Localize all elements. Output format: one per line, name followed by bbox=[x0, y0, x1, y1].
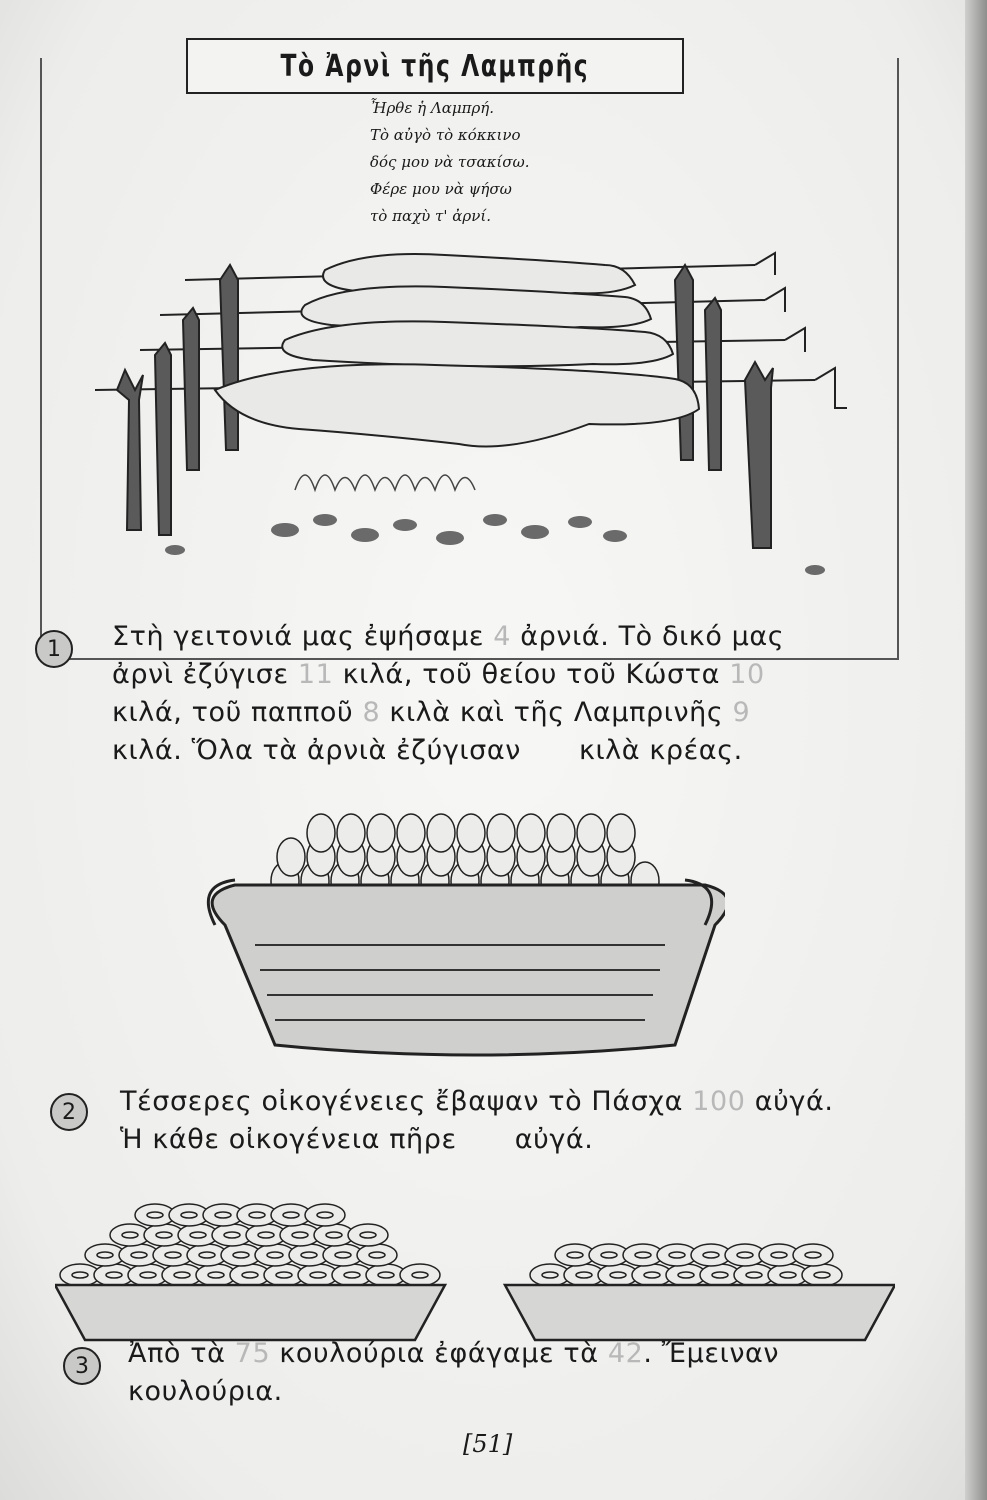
bread-ring-hole bbox=[567, 1252, 583, 1258]
bread-ring-hole bbox=[712, 1272, 728, 1278]
bread-ring-hole bbox=[292, 1232, 308, 1238]
title-box bbox=[186, 38, 684, 94]
value: 42 bbox=[607, 1338, 644, 1369]
bread-ring-hole bbox=[181, 1212, 197, 1218]
bread-ring-hole bbox=[335, 1252, 351, 1258]
bread-ring-hole bbox=[542, 1272, 558, 1278]
problem-2-text bbox=[120, 1083, 834, 1159]
text-segment: . Ἔμειναν bbox=[643, 1338, 780, 1369]
problem-3-text bbox=[128, 1335, 779, 1411]
egg-shape bbox=[367, 814, 395, 852]
bread-ring-hole bbox=[369, 1252, 385, 1258]
bread-ring-hole bbox=[703, 1252, 719, 1258]
text-segment: ἀρνιά. Τὸ δικό μας bbox=[511, 621, 785, 652]
text-segment: κιλὰ καὶ τῆς Λαμπρινῆς bbox=[380, 697, 733, 728]
bread-ring-hole bbox=[208, 1272, 224, 1278]
bread-ring-hole bbox=[746, 1272, 762, 1278]
bread-ring-hole bbox=[771, 1252, 787, 1258]
bread-ring-hole bbox=[326, 1232, 342, 1238]
value: 75 bbox=[234, 1338, 271, 1369]
bread-ring-hole bbox=[215, 1212, 231, 1218]
bread-ring-hole bbox=[147, 1212, 163, 1218]
value: 10 bbox=[729, 659, 765, 690]
bread-ring-hole bbox=[635, 1252, 651, 1258]
egg-shape bbox=[397, 814, 425, 852]
text-segment: κουλούρια. bbox=[128, 1376, 283, 1407]
bread-ring-hole bbox=[131, 1252, 147, 1258]
page-title: Τὸ Ἀρνὶ τῆς Λαμπρῆς bbox=[280, 48, 590, 84]
bread-rings-illustration bbox=[55, 1165, 895, 1350]
bread-ring-hole bbox=[601, 1252, 617, 1258]
bread-ring-hole bbox=[737, 1252, 753, 1258]
bread-ring-hole bbox=[258, 1232, 274, 1238]
text-segment: Στὴ γειτονιά μας ἐψήσαμε bbox=[112, 621, 494, 652]
bread-ring-hole bbox=[224, 1232, 240, 1238]
value: 8 bbox=[362, 697, 381, 728]
egg-shape bbox=[517, 814, 545, 852]
bread-ring-hole bbox=[360, 1232, 376, 1238]
bread-ring-hole bbox=[412, 1272, 428, 1278]
egg-shape bbox=[577, 814, 605, 852]
bread-ring-hole bbox=[156, 1232, 172, 1238]
bread-ring-hole bbox=[122, 1232, 138, 1238]
page-edge-shadow bbox=[965, 0, 987, 1500]
bread-ring-hole bbox=[678, 1272, 694, 1278]
egg-shape bbox=[427, 814, 455, 852]
bread-ring-hole bbox=[233, 1252, 249, 1258]
text-segment: Τέσσερες οἰκογένειες ἔβαψαν τὸ Πάσχα bbox=[120, 1086, 693, 1117]
egg-shape bbox=[457, 814, 485, 852]
bread-ring-hole bbox=[267, 1252, 283, 1258]
problem-number-badge: 3 bbox=[63, 1347, 101, 1385]
text-segment: κιλά, τοῦ θείου τοῦ Κώστα bbox=[333, 659, 730, 690]
poem-line: τὸ παχὺ τ' ἀρνί. bbox=[370, 207, 491, 225]
bread-ring-hole bbox=[276, 1272, 292, 1278]
bread-ring-hole bbox=[283, 1212, 299, 1218]
bread-ring-hole bbox=[317, 1212, 333, 1218]
egg-shape bbox=[307, 814, 335, 852]
egg-shape bbox=[607, 814, 635, 852]
value: 100 bbox=[692, 1086, 746, 1117]
egg-shape bbox=[487, 814, 515, 852]
text-segment: Ἡ κάθε οἰκογένεια πῆρε bbox=[120, 1124, 457, 1155]
bread-ring-hole bbox=[165, 1252, 181, 1258]
text-segment: αὐγά. bbox=[745, 1086, 834, 1117]
bread-ring-hole bbox=[97, 1252, 113, 1258]
bread-ring-hole bbox=[249, 1212, 265, 1218]
bread-ring-hole bbox=[242, 1272, 258, 1278]
egg-shape bbox=[277, 838, 305, 876]
problem-1-text bbox=[112, 618, 784, 770]
page-number: [51] bbox=[463, 1430, 513, 1458]
bread-ring-hole bbox=[344, 1272, 360, 1278]
value: 4 bbox=[493, 621, 512, 652]
text-segment: ἀρνὶ ἐζύγισε bbox=[112, 659, 298, 690]
text-segment: κουλούρια ἐφάγαμε τὰ bbox=[270, 1338, 608, 1369]
problem-number-badge: 2 bbox=[50, 1093, 88, 1131]
value: 9 bbox=[732, 697, 751, 728]
bread-ring-hole bbox=[378, 1272, 394, 1278]
poem-line: Τὸ αὐγὸ τὸ κόκκινο bbox=[370, 126, 521, 144]
egg-basket-illustration bbox=[195, 795, 725, 1065]
bread-ring-hole bbox=[610, 1272, 626, 1278]
text-segment: κιλά, τοῦ παπποῦ bbox=[112, 697, 363, 728]
bread-ring-hole bbox=[140, 1272, 156, 1278]
poem-line: δός μου νὰ τσακίσω. bbox=[370, 153, 530, 171]
bread-ring-hole bbox=[106, 1272, 122, 1278]
bread-ring-hole bbox=[814, 1272, 830, 1278]
bread-ring-hole bbox=[72, 1272, 88, 1278]
bread-ring-hole bbox=[780, 1272, 796, 1278]
egg-shape bbox=[547, 814, 575, 852]
poem-line: Φέρε μου νὰ ψήσω bbox=[370, 180, 512, 198]
text-segment: αὐγά. bbox=[514, 1124, 594, 1155]
bread-ring-hole bbox=[805, 1252, 821, 1258]
value: 11 bbox=[297, 659, 334, 690]
egg-shape bbox=[337, 814, 365, 852]
text-segment: κιλά. Ὅλα τὰ ἀρνιὰ ἐζύγισαν bbox=[112, 735, 521, 766]
bread-ring-hole bbox=[190, 1232, 206, 1238]
bread-ring-hole bbox=[301, 1252, 317, 1258]
text-segment: Ἀπὸ τὰ bbox=[128, 1338, 235, 1369]
poem-line: Ἦρθε ἡ Λαμπρή. bbox=[370, 99, 495, 117]
text-segment: κιλὰ κρέας. bbox=[578, 735, 743, 766]
bread-ring-hole bbox=[644, 1272, 660, 1278]
bread-ring-hole bbox=[174, 1272, 190, 1278]
bread-ring-hole bbox=[199, 1252, 215, 1258]
roasting-lambs-illustration bbox=[55, 240, 915, 600]
poem bbox=[370, 95, 530, 230]
problem-number-badge: 1 bbox=[35, 630, 73, 668]
bread-ring-hole bbox=[576, 1272, 592, 1278]
bread-ring-hole bbox=[669, 1252, 685, 1258]
bread-ring-hole bbox=[310, 1272, 326, 1278]
